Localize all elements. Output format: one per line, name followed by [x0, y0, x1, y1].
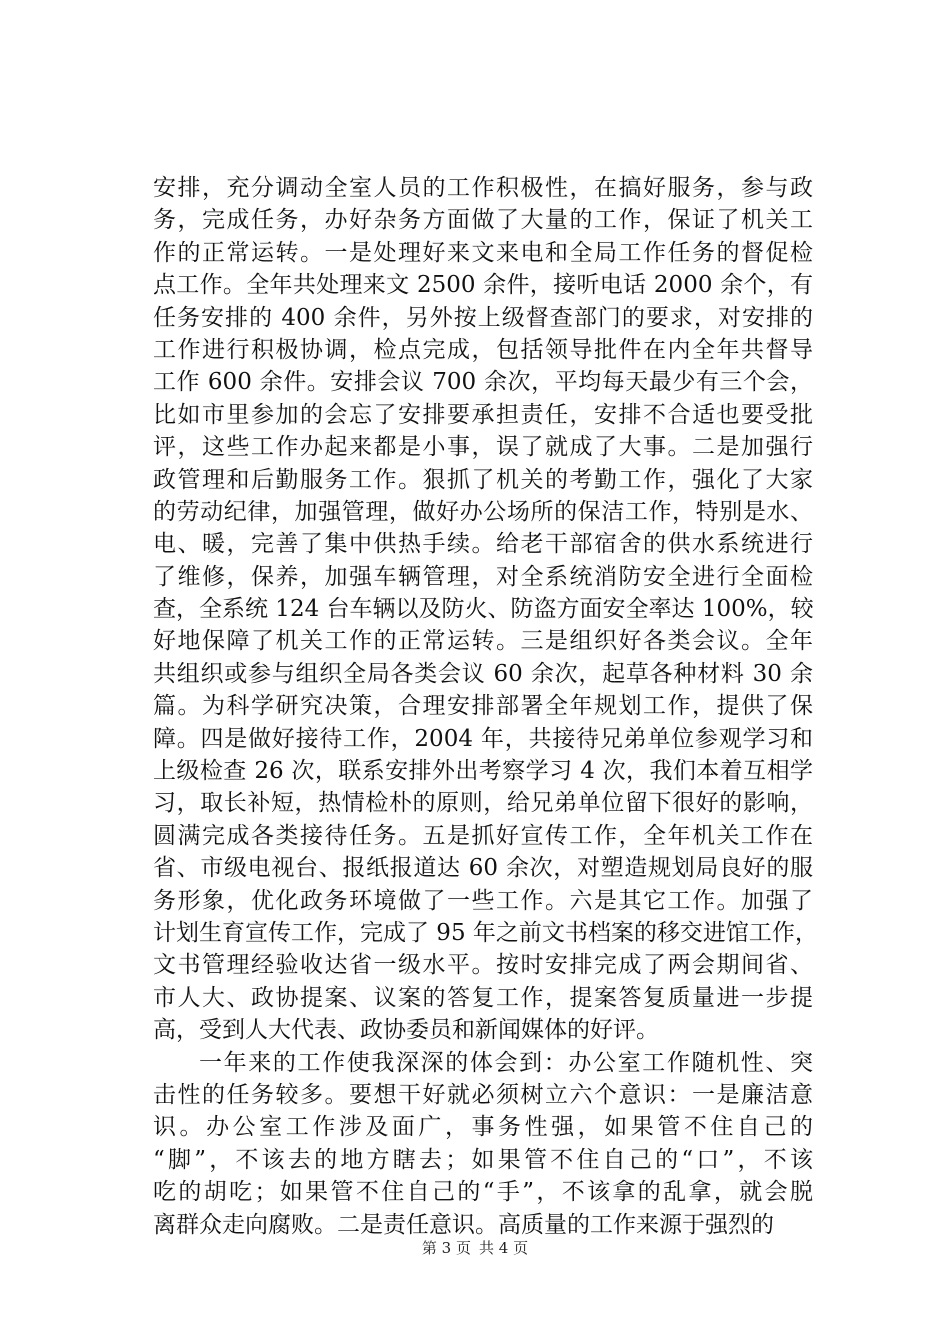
text-line: 工作 600 余件。安排会议 700 余次，平均每天最少有三个会，: [153, 369, 813, 396]
text-line: 工作进行积极协调，检点完成，包括领导批件在内全年共督导: [153, 336, 813, 363]
text-line: 政管理和后勤服务工作。狠抓了机关的考勤工作，强化了大家: [153, 466, 813, 493]
text-line: 识。办公室工作涉及面广，事务性强，如果管不住自己的: [153, 1114, 813, 1141]
text-line: 一年来的工作使我深深的体会到：办公室工作随机性、突: [199, 1049, 813, 1076]
page-footer: [0, 1238, 950, 1258]
paragraph: [153, 172, 818, 1047]
text-line: 的劳动纪律，加强管理，做好办公场所的保洁工作，特别是水、: [153, 498, 813, 525]
text-line: 吃的胡吃；如果管不住自己的“手”，不该拿的乱拿，就会脱: [153, 1179, 813, 1206]
text-line: 上级检查 26 次，联系安排外出考察学习 4 次，我们本着互相学: [153, 758, 813, 785]
text-line: 篇。为科学研究决策，合理安排部署全年规划工作，提供了保: [153, 693, 813, 720]
text-line: 障。四是做好接待工作，2004 年，共接待兄弟单位参观学习和: [153, 725, 813, 752]
text-line: 圆满完成各类接待任务。五是抓好宣传工作，全年机关工作在: [153, 822, 813, 849]
text-line: 务形象，优化政务环境做了一些工作。六是其它工作。加强了: [153, 887, 813, 914]
text-line: 计划生育宣传工作，完成了 95 年之前文书档案的移交进馆工作，: [153, 919, 818, 946]
text-line: 共组织或参与组织全局各类会议 60 余次，起草各种材料 30 余: [153, 660, 813, 687]
text-line: 文书管理经验收达省一级水平。按时安排完成了两会期间省、: [153, 952, 813, 979]
text-line: “脚”，不该去的地方瞎去；如果管不住自己的“口”，不该: [153, 1146, 813, 1173]
text-line: 务，完成任务，办好杂务方面做了大量的工作，保证了机关工: [153, 207, 813, 234]
text-line: 点工作。全年共处理来文 2500 余件，接听电话 2000 余个，有: [153, 272, 813, 299]
page-total: 共 4 页: [479, 1239, 529, 1257]
text-line: 比如市里参加的会忘了安排要承担责任，安排不合适也要受批: [153, 401, 813, 428]
text-line: 安排，充分调动全室人员的工作积极性，在搞好服务，参与政: [153, 175, 813, 201]
text-line: 省、市级电视台、报纸报道达 60 余次，对塑造规划局良好的服: [153, 855, 813, 882]
text-line: 击性的任务较多。要想干好就必须树立六个意识：一是廉洁意: [153, 1081, 813, 1108]
text-line: 电、暖，完善了集中供热手续。给老干部宿舍的供水系统进行: [153, 531, 813, 558]
text-line: 离群众走向腐败。二是责任意识。高质量的工作来源于强烈的: [153, 1211, 774, 1238]
text-line: 习，取长补短，热情检朴的原则，给兄弟单位留下很好的影响，: [153, 790, 813, 817]
text-line: 任务安排的 400 余件，另外按上级督查部门的要求，对安排的: [153, 304, 813, 331]
text-line: 作的正常运转。一是处理好来文来电和全局工作任务的督促检: [153, 239, 813, 266]
text-line: 评，这些工作办起来都是小事，误了就成了大事。二是加强行: [153, 434, 813, 461]
text-line: 了维修，保养，加强车辆管理，对全系统消防安全进行全面检: [153, 563, 813, 590]
document-body: [153, 172, 818, 1241]
text-line: 好地保障了机关工作的正常运转。三是组织好各类会议。全年: [153, 628, 813, 655]
text-line: 查，全系统 124 台车辆以及防火、防盗方面安全率达 100%，较: [153, 596, 814, 623]
text-line: 高，受到人大代表、政协委员和新闻媒体的好评。: [153, 1017, 659, 1044]
text-line: 市人大、政协提案、议案的答复工作，提案答复质量进一步提: [153, 984, 813, 1011]
page-number: 第 3 页: [421, 1239, 471, 1257]
paragraph: [153, 1047, 813, 1241]
